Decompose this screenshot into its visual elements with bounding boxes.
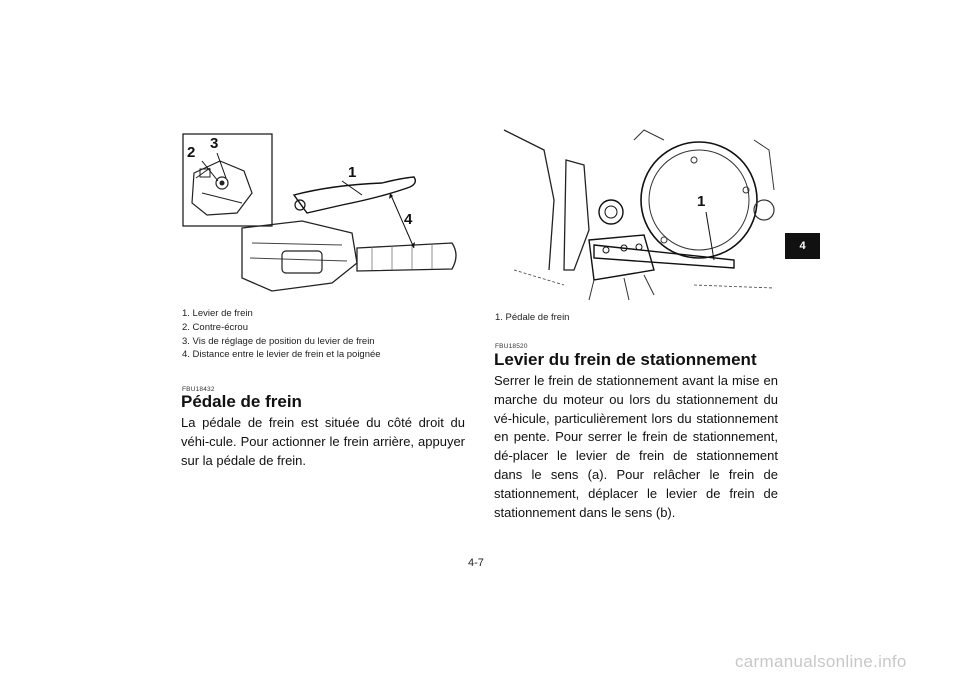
brake-pedal-illustration [494, 120, 782, 305]
callout-3: 3 [210, 135, 219, 152]
left-figure-captions [182, 307, 381, 362]
section-heading: Pédale de frein [181, 392, 302, 411]
callout-1-pedal: 1 [697, 193, 706, 210]
caption-item: 1. Pédale de frein [495, 312, 570, 323]
callout-2: 2 [187, 144, 196, 161]
chapter-tab: 4 [785, 233, 820, 259]
section-body: Serrer le frein de stationnement avant la mise en marche du moteur ou lors du stationnement du vé-hicule, particulièrement lors du stationnement en pente. Pour serrer le frein de stationnement, dé-placer le levier de frein de stationnement dans le sens (a). Pour relâcher le frein de stationnement, déplacer le levier de frein de stationnement dans le sens (b). [494, 373, 778, 520]
right-figure-captions [495, 311, 569, 325]
caption-item: 1. Levier de frein [182, 308, 253, 319]
callout-1: 1 [348, 164, 357, 181]
caption-item: 2. Contre-écrou [182, 321, 249, 333]
brake-lever-illustration [182, 133, 472, 303]
watermark: carmanualsonline.info [735, 652, 907, 671]
section-heading: Levier du frein de stationnement [494, 350, 757, 369]
section-code: FBU18432 [182, 386, 215, 393]
callout-4: 4 [404, 211, 413, 228]
section-code: FBU18520 [495, 343, 528, 350]
page-number: 4-7 [468, 557, 484, 569]
caption-item: 3. Vis de réglage de position du levier de frein [182, 335, 375, 347]
section-body: La pédale de frein est située du côté droit du véhi-cule. Pour actionner le frein arrière, appuyer sur la pédale de frein. [181, 415, 465, 468]
caption-item: 4. Distance entre le levier de frein et la poignée [182, 349, 381, 361]
